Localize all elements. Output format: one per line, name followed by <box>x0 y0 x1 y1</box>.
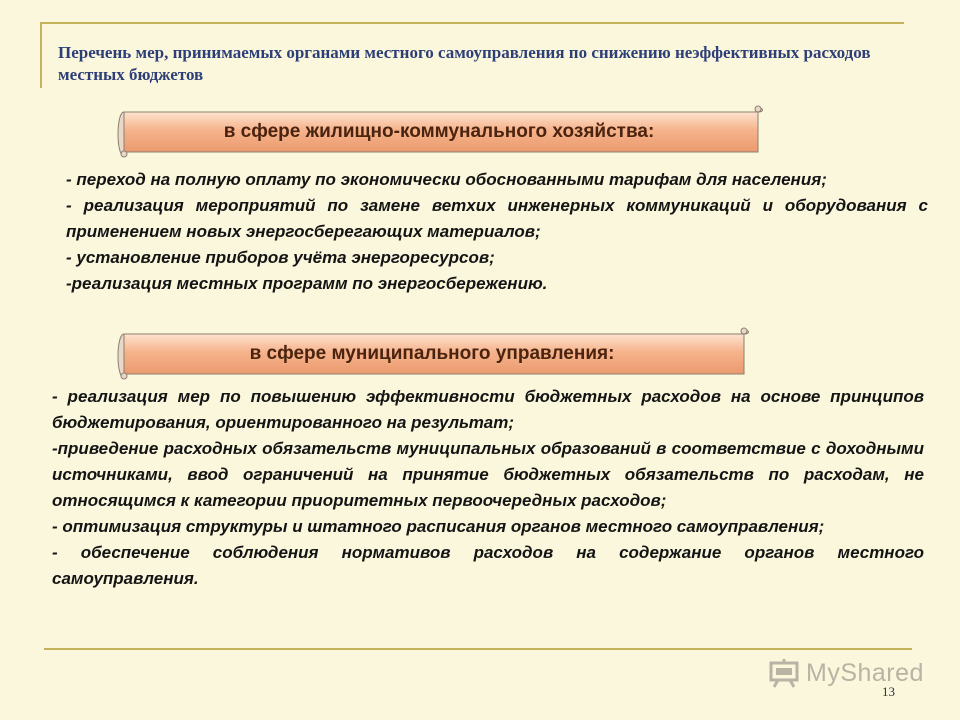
top-rule <box>40 22 904 24</box>
watermark <box>768 656 924 690</box>
section-heading: в сфере жилищно-коммунального хозяйства: <box>223 121 655 142</box>
presentation-board-icon <box>768 658 800 688</box>
left-rule <box>40 22 42 88</box>
section-banner-housing <box>112 104 766 160</box>
slide-title: Перечень мер, принимаемых органами местного самоуправления по снижению неэффективных расходов местных бюджетов <box>58 43 871 84</box>
municipal-measures-list <box>52 384 924 592</box>
list-item: - переход на полную оплату по экономически обоснованными тарифам для населения; <box>66 170 827 189</box>
bottom-rule <box>44 648 912 650</box>
page-number: 13 <box>882 684 895 699</box>
list-item: -реализация местных программ по энергосбережению. <box>66 274 548 293</box>
watermark-text: MyShared <box>806 658 924 687</box>
list-item: - реализация мер по повышению эффективности бюджетных расходов на основе принципов бюджетирования, ориентированного на результат; <box>52 387 924 432</box>
housing-measures-list <box>66 167 928 297</box>
list-item: -приведение расходных обязательств муниципальных образований в соответствие с доходными источниками, ввод ограничений на принятие бюджетных обязательств по расходам, не относящимся к категории приоритетных первоочередных расходов; <box>52 439 924 510</box>
list-item: - оптимизация структуры и штатного расписания органов местного самоуправления; <box>52 517 825 536</box>
list-item: - установление приборов учёта энергоресурсов; <box>66 248 495 267</box>
list-item: - реализация мероприятий по замене ветхих инженерных коммуникаций и оборудования с применением новых энергосберегающих материалов; <box>66 196 928 241</box>
section-heading: в сфере муниципального управления: <box>249 343 615 364</box>
list-item: - обеспечение соблюдения нормативов расходов на содержание органов местного самоуправления. <box>52 543 924 588</box>
section-banner-municipal <box>112 326 752 382</box>
